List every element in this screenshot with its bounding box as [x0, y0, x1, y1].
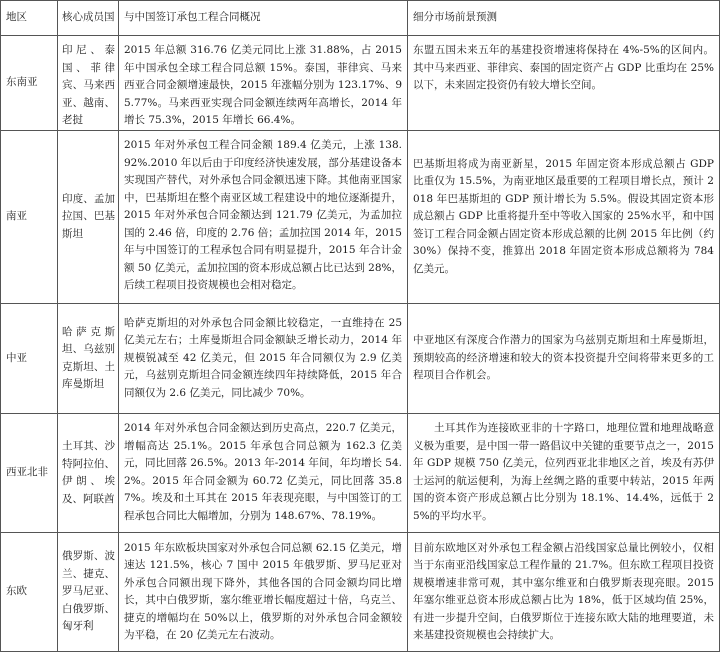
- members-cell: [58, 533, 119, 652]
- contracts-text: 2015 年对外承包工程合同金额 189.4 亿美元，上涨 138.92%.2010 年以后由于印度经济快速发展，部分基建设备本实现国产替代，对外承包合同金额迅速下降。其他南亚国家中，巴基斯坦在整个南亚区域工程建设中的地位逐渐提升，2015 年对外承包合同金额达到 121.79 亿美元，为孟加拉国的 2.46 倍，印度的 2.76 倍；孟加拉国 2014 年，2015 年与中国签订的工程承包合同有明显提升，2015 年合计金额 50 亿美元，孟加拉国的资本形成总额占比已达到 28%，后续工程项目投资规模也会相对稳定。: [124, 139, 402, 291]
- outlook-text: 目前东欧地区对外承包工程金额占沿线国家总量比例较小，仅相当于东南亚沿线国家总工程作量的 21.7%。但东欧工程项目投资规模增速非常可观，其中塞尔维亚和白俄罗斯表现亮眼。2015 年塞尔维亚总资本形成总额占比为 18%，低于区域均值 25%，有进一步提升空间，白俄罗斯位于连接东欧大陆的地理要道，未来基建投资规模也会持续扩大。: [413, 541, 714, 641]
- members-cell: [58, 36, 119, 131]
- region-cell: [1, 131, 58, 304]
- region-label: 中亚: [6, 351, 27, 364]
- contracts-cell: [119, 36, 408, 131]
- outlook-cell: [408, 131, 720, 304]
- members-text: 俄罗斯、波兰、捷克、罗马尼亚、白俄罗斯、匈牙利: [62, 550, 115, 633]
- contracts-cell: [119, 131, 408, 304]
- header-contracts: [119, 1, 408, 36]
- members-cell: [58, 304, 119, 414]
- contracts-text: 哈萨克斯坦的对外承包合同金额比较稳定，一直维持在 25 亿美元左右；土库曼斯坦合同金额缺乏增长动力，2014 年规模锐减至 42 亿美元，但 2015 年合同额仅为 2.9 亿美元，乌兹别克斯坦合同金额连续四年持续降低，2015 年合同额仅为 2.6 亿美元，同比减少 70%。: [124, 316, 402, 399]
- outlook-text: 东盟五国未来五年的基建投资增速将保持在 4%-5%的区间内。其中马来西亚、菲律宾、泰国的固定资产占 GDP 比重均在 25%以下，未来固定投资仍有较大增长空间。: [413, 44, 714, 91]
- members-cell: [58, 131, 119, 304]
- contracts-text: 2015 年总额 316.76 亿美元同比上涨 31.88%，占 2015 年中国承包全球工程合同总额 15%。泰国，菲律宾、马来西亚合同金额增速最快，2015 年涨幅分别为 123.17%、95.77%。马来西亚实现合同金额连续两年高增长，2014 年增长 75.3%，2015 年增长 66.4%。: [124, 44, 402, 126]
- outlook-cell: [408, 414, 720, 533]
- region-cell: [1, 36, 58, 131]
- members-text: 土耳其、沙特阿拉伯、伊朗、埃及、阿联酋: [62, 440, 115, 505]
- contracts-text: 2015 年东欧板块国家对外承包合同总额 62.15 亿美元，增速达 121.5%，核心 7 国中 2015 年俄罗斯、罗马尼亚对外承包合同额出现下降外，其他各国的合同金额均同比增长，其中白俄罗斯，塞尔维亚增长幅度超过十倍，乌克兰、捷克的增幅均在 50%以上，俄罗斯的对外承包合同金额较为平稳，在 20 亿美元左右波动。: [124, 541, 402, 641]
- outlook-text: 巴基斯坦将成为南亚新星，2015 年固定资本形成总额占 GDP 比重仅为 15.5%，为南亚地区最重要的工程项目增长点，预计 2018 年巴基斯坦的 GDP 预计增长为 5.5%。假设其固定资本形成总额占 GDP 比重将提升至中等收入国家的 25%水平，和中国签订工程合同金额占固定资本形成总额的比例 2015 年比例（约 30%）保持不变，推算出 2018 年固定资本形成总额将为 784 亿美元。: [413, 157, 714, 275]
- outlook-text: 中亚地区有深度合作潜力的国家为乌兹别克斯坦和土库曼斯坦，预期较高的经济增速和较大的资本投资提升空间将带来更多的工程项目合作机会。: [413, 334, 714, 382]
- contracts-text: 2014 年对外承包合同金额达到历史高点，220.7 亿美元，增幅高达 25.1%。2015 年承包合同总额为 162.3 亿美元，同比回落 26.5%。2013 年-2014 年间，年均增长 54.2%。2015 年合同金额为 60.72 亿美元，同比回落 35.87%。埃及和土耳其在 2015 年表现亮眼，与中国签订的工程承包合同比大幅增加，分别为 148.67%、78.19%。: [124, 422, 402, 522]
- region-label: 南亚: [6, 210, 27, 223]
- header-outlook-label: 细分市场前景预测: [413, 11, 497, 24]
- region-label: 东南亚: [6, 76, 38, 89]
- contracts-cell: [119, 304, 408, 414]
- members-text: 哈萨克斯坦、乌兹别克斯坦、土库曼斯坦: [62, 325, 115, 390]
- region-cell: [1, 414, 58, 533]
- members-text: 印尼、泰国、菲律宾、马来西亚、越南、老挝: [62, 44, 115, 126]
- header-outlook: [408, 1, 720, 36]
- contracts-cell: [119, 414, 408, 533]
- outlook-cell: [408, 36, 720, 131]
- outlook-cell: [408, 533, 720, 652]
- header-region-label: 地区: [6, 11, 27, 24]
- region-cell: [1, 304, 58, 414]
- region-label: 东欧: [6, 585, 27, 598]
- header-region: [1, 1, 58, 36]
- members-cell: [58, 414, 119, 533]
- outlook-cell: [408, 304, 720, 414]
- header-members-label: 核心成员国: [62, 11, 115, 24]
- region-cell: [1, 533, 58, 652]
- region-label: 西亚北非: [6, 466, 48, 479]
- header-members: [58, 1, 119, 36]
- header-contracts-label: 与中国签订承包工程合同概况: [124, 11, 261, 24]
- outlook-text: 土耳其作为连接欧亚非的十字路口，地理位置和地理战略意义极为重要，是中国一带一路倡议中关键的重要节点之一，2015 年 GDP 规模 750 亿美元，位列西亚北非地区之首，埃及有苏伊士运河的航运便利，为海上丝绸之路的重要中转站，2015 年两国的资本资产形成总额占比分别为 18.1%、14.4%，远低于 25%的平均水平。: [413, 422, 714, 522]
- members-text: 印度、孟加拉国、巴基斯坦: [62, 192, 115, 240]
- contracts-cell: [119, 533, 408, 652]
